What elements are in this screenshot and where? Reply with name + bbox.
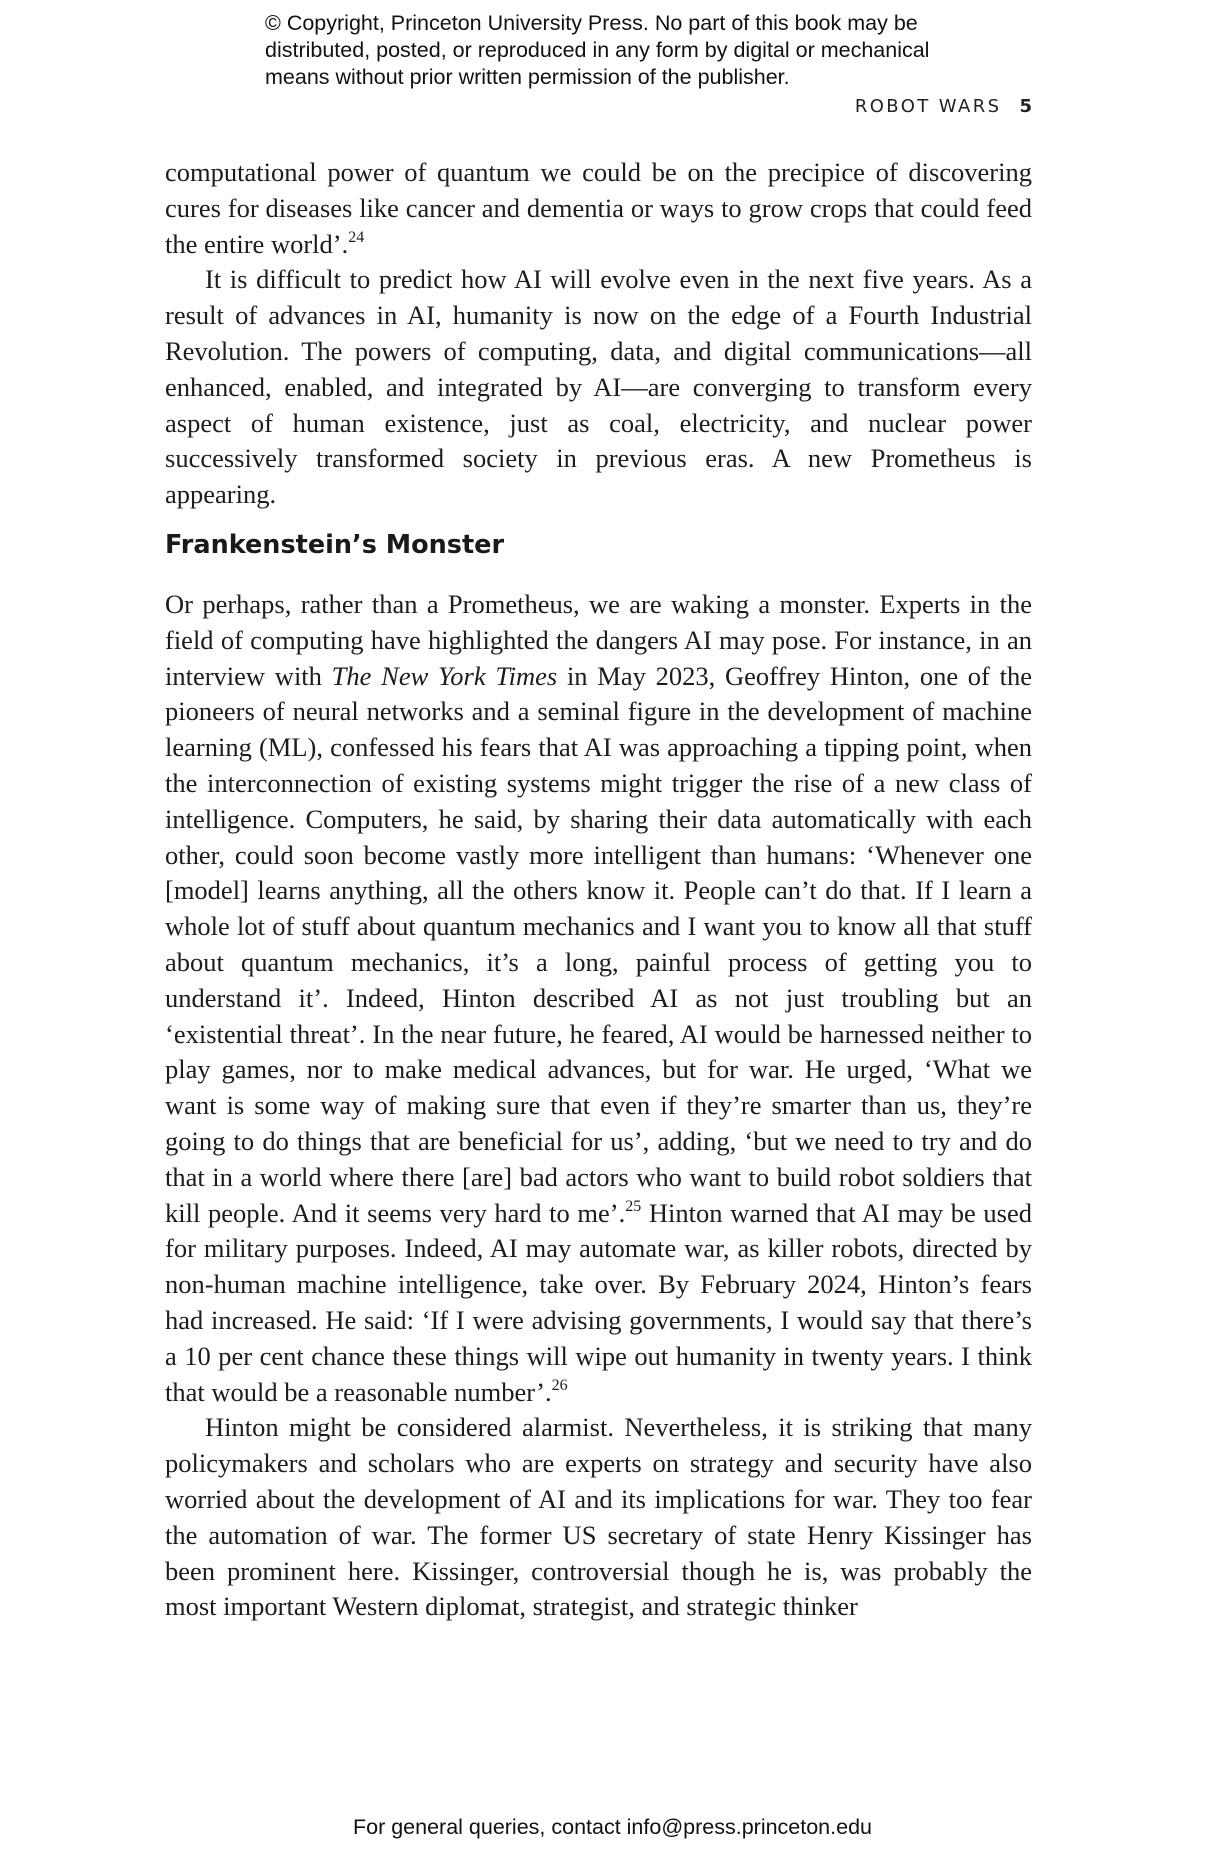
running-head	[700, 96, 1032, 117]
paragraph-text: Or perhaps, rather than a Prometheus, we are waking a monster. Experts in the field of computing have highlighted the dangers AI may pose. For instance, in an interview with	[165, 589, 1032, 691]
section-heading: Frankenstein’s Monster	[165, 530, 505, 560]
footnote-ref-24[interactable]: 24	[348, 228, 365, 246]
paragraph-text: Hinton warned that AI may be used for military purposes. Indeed, AI may automate war, as killer robots, directed by non-human machine intelligence, take over. By February 2024, Hinton’s fears had increased. He said: ‘If I were advising governments, I would say that there’s a 10 per cent chance these things will wipe out humanity in twenty years. I think that would be a reasonable number’.	[165, 1197, 1032, 1407]
paragraph	[165, 587, 1032, 1410]
copyright-line-2: distributed, posted, or reproduced in any form by digital or mechanical	[265, 38, 930, 62]
page-number: 5	[1019, 96, 1032, 117]
copyright-line-3: means without prior written permission of the publisher.	[265, 65, 790, 89]
footnote-ref-26[interactable]: 26	[551, 1376, 568, 1394]
running-head-title: ROBOT WARS	[854, 96, 1002, 117]
body-text-section-2	[165, 587, 1032, 1625]
copyright-notice	[265, 10, 985, 91]
copyright-line-1: © Copyright, Princeton University Press. No part of this book may be	[265, 11, 918, 35]
paragraph: It is difficult to predict how AI will evolve even in the next five years. As a result of advances in AI, humanity is now on the edge of a Fourth Industrial Revolution. The powers of computing, data, and digital communications—all enhanced, enabled, and integrated by AI—are converging to transform every aspect of human existence, just as coal, electricity, and nuclear power successively transformed society in previous eras. A new Prometheus is appearing.	[165, 264, 1032, 510]
paragraph: Hinton might be considered alarmist. Nevertheless, it is striking that many policymakers and scholars who are experts on strategy and security have also worried about the development of AI and its implications for war. They too fear the automation of war. The former US secretary of state Henry Kissinger has been prominent here. Kissinger, controversial though he is, was probably the most important Western diplomat, strategist, and strategic thinker	[165, 1412, 1032, 1622]
footer-contact: For general queries, contact info@press.princeton.edu	[352, 1815, 872, 1839]
paragraph	[165, 155, 1032, 262]
paragraph-text: computational power of quantum we could be on the precipice of discovering cures for diseases like cancer and dementia or ways to grow crops that could feed the entire world’.	[165, 157, 1032, 259]
publication-title: The New York Times	[331, 660, 558, 691]
footnote-ref-25[interactable]: 25	[625, 1197, 642, 1215]
body-text-section-1	[165, 155, 1032, 513]
paragraph-text: in May 2023, Geoffrey Hinton, one of the pioneers of neural networks and a seminal figure in the development of machine learning (ML), confessed his fears that AI was approaching a tipping point, when the interconnection of existing systems might trigger the rise of a new class of intelligence. Computers, he said, by sharing their data automatically with each other, could soon become vastly more intelligent than humans: ‘Whenever one [model] learns anything, all the others know it. People can’t do that. If I learn a whole lot of stuff about quantum mechanics and I want you to know all that stuff about quantum mechanics, it’s a long, painful process of getting you to understand it’. Indeed, Hinton described AI as not just troubling but an ‘existential threat’. In the near future, he feared, AI would be harnessed neither to play games, nor to make medical advances, but for war. He urged, ‘What we want is some way of making sure that even if they’re smarter than us, they’re going to do things that are beneficial for us’, adding, ‘but we need to try and do that in a world where there [are] bad actors who want to build robot soldiers that kill people. And it seems very hard to me’.	[165, 660, 1032, 1228]
